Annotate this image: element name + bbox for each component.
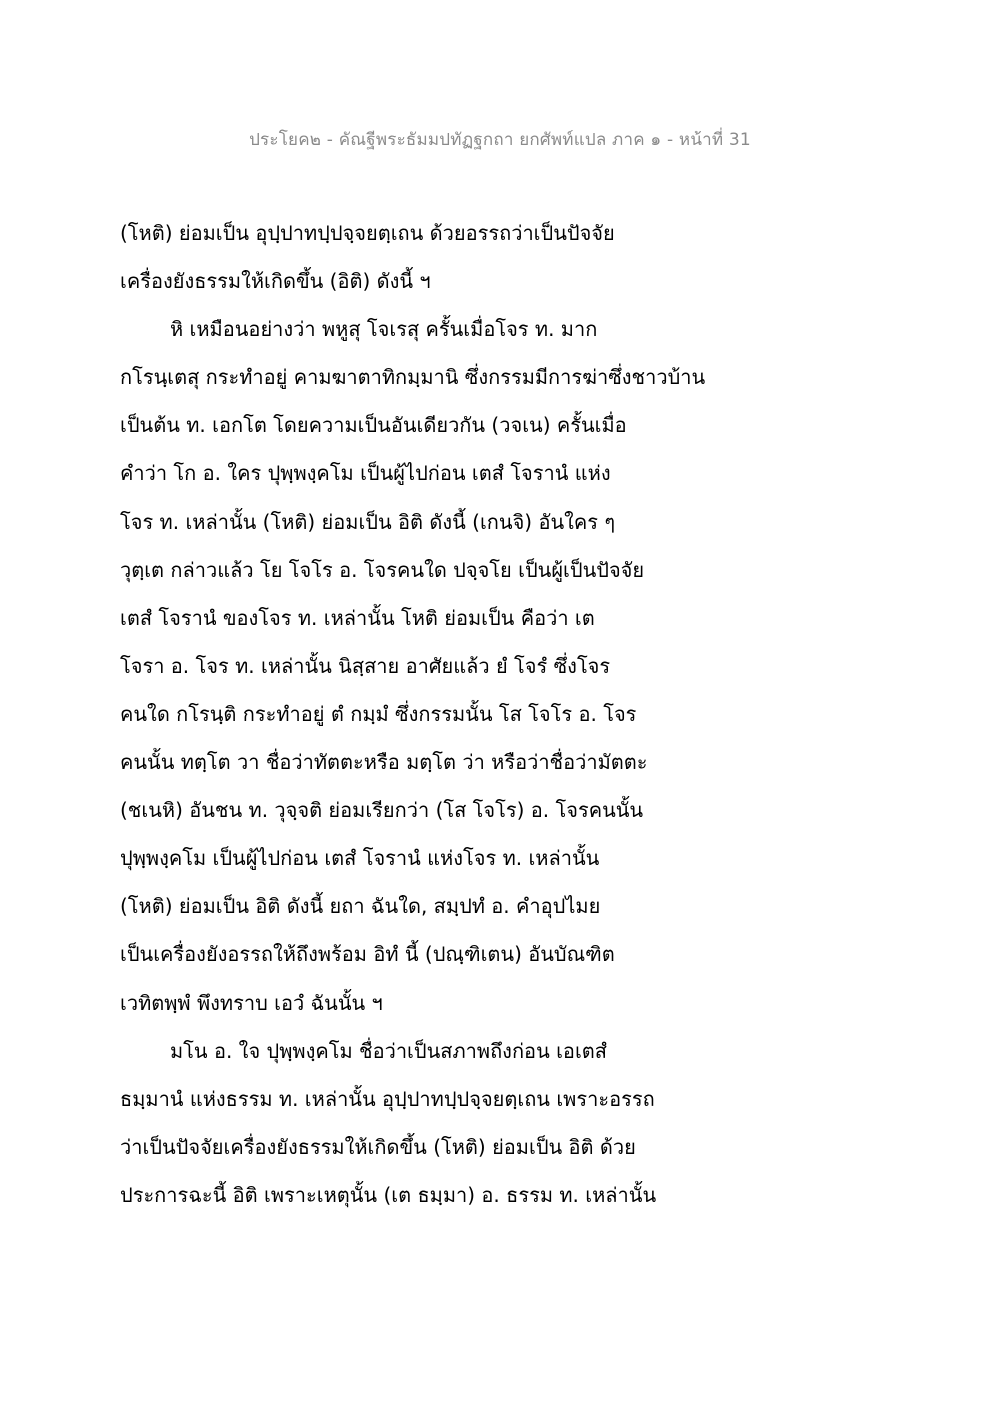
paragraph-start-line: มโน อ. ใจ ปุพฺพงฺคโม ชื่อว่าเป็นสภาพถึงก่อน เอเตสํ	[170, 1038, 607, 1063]
paragraph-start-line: หิ เหมือนอย่างว่า พหูสุ โจเรสุ ครั้นเมื่อโจร ท. มาก	[170, 317, 598, 342]
text-line: เวทิตพฺพํ พึงทราบ เอวํ ฉันนั้น ฯ	[120, 990, 383, 1015]
text-line: เครื่องยังธรรมให้เกิดขึ้น (อิติ) ดังนี้ ฯ	[120, 269, 431, 294]
text-line: ประการฉะนี้ อิติ เพราะเหตุนั้น (เต ธมฺมา) อ. ธรรม ท. เหล่านั้น	[120, 1182, 657, 1207]
text-line: ว่าเป็นปัจจัยเครื่องยังธรรมให้เกิดขึ้น (โหติ) ย่อมเป็น อิติ ด้วย	[120, 1134, 636, 1159]
text-line: คนใด กโรนฺติ กระทำอยู่ ตํ กมฺมํ ซึ่งกรรมนั้น โส โจโร อ. โจร	[120, 701, 637, 726]
body-text	[120, 213, 720, 1223]
text-line: กโรนฺเตสุ กระทำอยู่ คามฆาตาทิกมฺมานิ ซึ่งกรรมมีการฆ่าซึ่งชาวบ้าน	[120, 365, 706, 390]
text-line: โจร ท. เหล่านั้น (โหติ) ย่อมเป็น อิติ ดังนี้ (เกนจิ) อันใคร ๆ	[120, 509, 616, 534]
text-line: คนนั้น ทตฺโต วา ชื่อว่าทัตตะหรือ มตฺโต ว่า หรือว่าชื่อว่ามัตตะ	[120, 750, 648, 775]
running-header: ประโยค๒ - คัณฐีพระธัมมปทัฏฐกถา ยกศัพท์แปล ภาค ๑ - หน้าที่ 31	[249, 130, 751, 150]
text-line: เตสํ โจรานํ ของโจร ท. เหล่านั้น โหติ ย่อมเป็น คือว่า เต	[120, 605, 595, 630]
text-line: วุตฺเต กล่าวแล้ว โย โจโร อ. โจรคนใด ปจฺจโย เป็นผู้เป็นปัจจัย	[120, 557, 645, 582]
text-line: ปุพฺพงฺคโม เป็นผู้ไปก่อน เตสํ โจรานํ แห่งโจร ท. เหล่านั้น	[120, 846, 600, 871]
text-line: (ชเนหิ) อันชน ท. วุจฺจติ ย่อมเรียกว่า (โส โจโร) อ. โจรคนนั้น	[120, 798, 644, 823]
text-line: คำว่า โก อ. ใคร ปุพฺพงฺคโม เป็นผู้ไปก่อน เตสํ โจรานํ แห่ง	[120, 461, 611, 486]
text-line: (โหติ) ย่อมเป็น อิติ ดังนี้ ยถา ฉันใด, สมฺปทํ อ. คำอุปไมย	[120, 894, 601, 919]
text-line: ธมฺมานํ แห่งธรรม ท. เหล่านั้น อุปฺปาทปฺปจฺจยตฺเถน เพราะอรรถ	[120, 1086, 655, 1111]
text-line: เป็นต้น ท. เอกโต โดยความเป็นอันเดียวกัน (วจเน) ครั้นเมื่อ	[120, 413, 627, 438]
text-line: โจรา อ. โจร ท. เหล่านั้น นิสฺสาย อาศัยแล้ว ยํ โจรํ ซึ่งโจร	[120, 653, 611, 678]
text-line: (โหติ) ย่อมเป็น อุปฺปาทปฺปจฺจยตฺเถน ด้วยอรรถว่าเป็นปัจจัย	[120, 221, 615, 245]
text-line: เป็นเครื่องยังอรรถให้ถึงพร้อม อิทํ นี้ (ปณฺฑิเตน) อันบัณฑิต	[120, 942, 615, 967]
